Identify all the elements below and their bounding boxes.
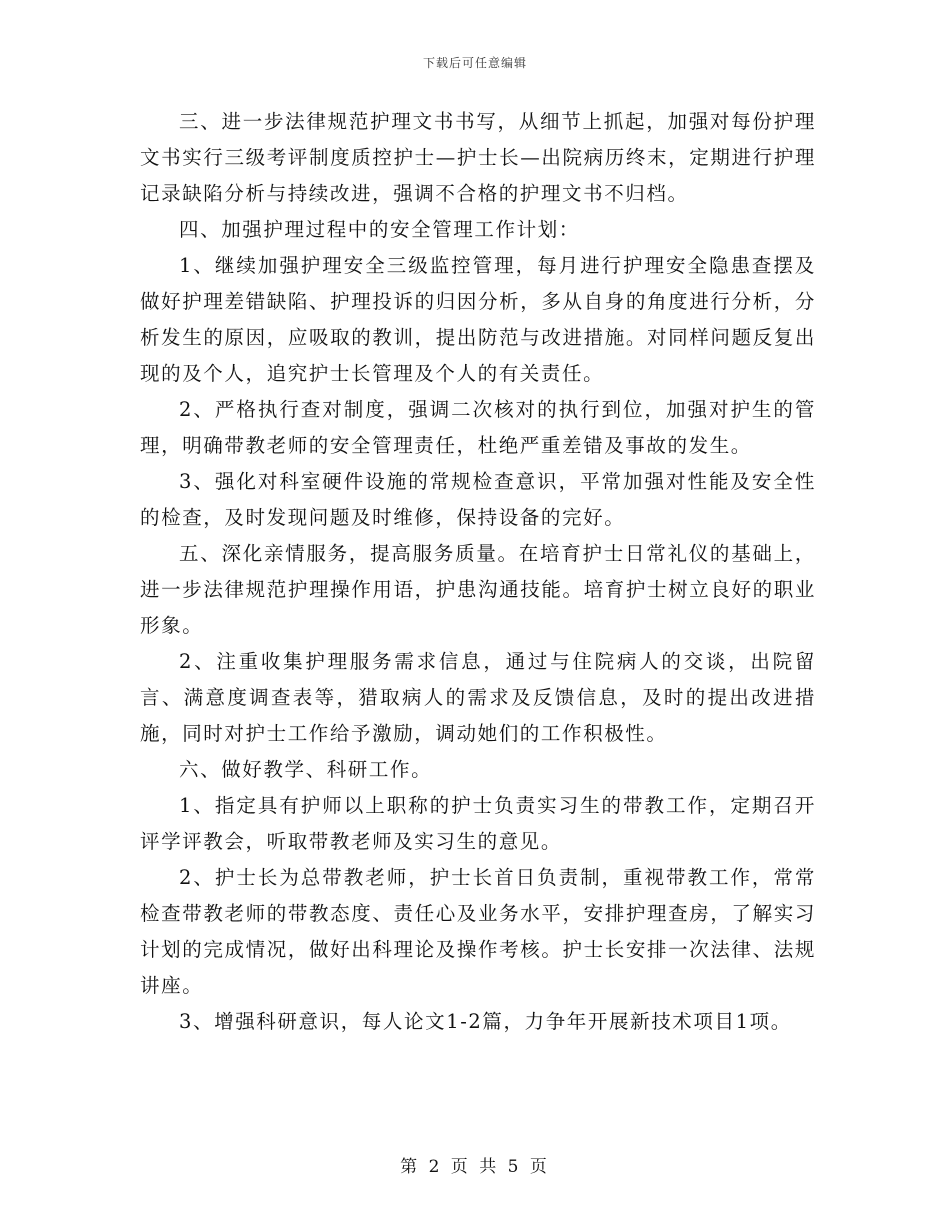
paragraph-section-6-heading: 六、做好教学、科研工作。 bbox=[179, 758, 433, 781]
paragraph-section-3: 三、进一步法律规范护理文书书写，从细节上抓起，加强对每份护理文书实行三级考评制度质控护士—护士长—出院病历终末，定期进行护理记录缺陷分析与持续改进，强调不合格的护理文书不归档。 bbox=[140, 110, 816, 205]
paragraph-research: 3、增强科研意识，每人论文1-2篇，力争年开展新技术项目1项。 bbox=[179, 1010, 792, 1033]
paragraph-safety-monitoring: 1、继续加强护理安全三级监控管理，每月进行护理安全隐患查摆及做好护理差错缺陷、护理投诉的归因分析，多从自身的角度进行分析，分析发生的原因，应吸取的教训，提出防范与改进措施。对同样问题反复出现的及个人，追究护士长管理及个人的有关责任。 bbox=[140, 254, 816, 385]
paragraph-head-nurse-teaching: 2、护士长为总带教老师，护士长首日负责制，重视带教工作，常常检查带教老师的带教态度、责任心及业务水平，安排护理查房，了解实习计划的完成情况，做好出科理论及操作考核。护士长安排一次法律、法规讲座。 bbox=[140, 866, 816, 997]
paragraph-section-5: 五、深化亲情服务，提高服务质量。在培育护士日常礼仪的基础上，进一步法律规范护理操作用语，护患沟通技能。培育护士树立良好的职业形象。 bbox=[140, 542, 816, 637]
page-number-footer: 第 2 页 共 5 页 bbox=[400, 1157, 550, 1177]
paragraph-service-feedback: 2、注重收集护理服务需求信息，通过与住院病人的交谈，出院留言、满意度调查表等，猎取病人的需求及反馈信息，及时的提出改进措施，同时对护士工作给予激励，调动她们的工作积极性。 bbox=[140, 650, 816, 745]
paragraph-section-4-heading: 四、加强护理过程中的安全管理工作计划： bbox=[179, 218, 580, 241]
paragraph-hardware-check: 3、强化对科室硬件设施的常规检查意识，平常加强对性能及安全性的检查，及时发现问题及时维修，保持设备的完好。 bbox=[140, 470, 816, 529]
paragraph-teaching-assignment: 1、指定具有护师以上职称的护士负责实习生的带教工作，定期召开评学评教会，听取带教老师及实习生的意见。 bbox=[140, 794, 816, 853]
header-note: 下载后可任意编辑 bbox=[422, 56, 527, 70]
document-body bbox=[140, 104, 816, 1040]
paragraph-check-system: 2、严格执行查对制度，强调二次核对的执行到位，加强对护生的管理，明确带教老师的安全管理责任，杜绝严重差错及事故的发生。 bbox=[140, 398, 816, 457]
